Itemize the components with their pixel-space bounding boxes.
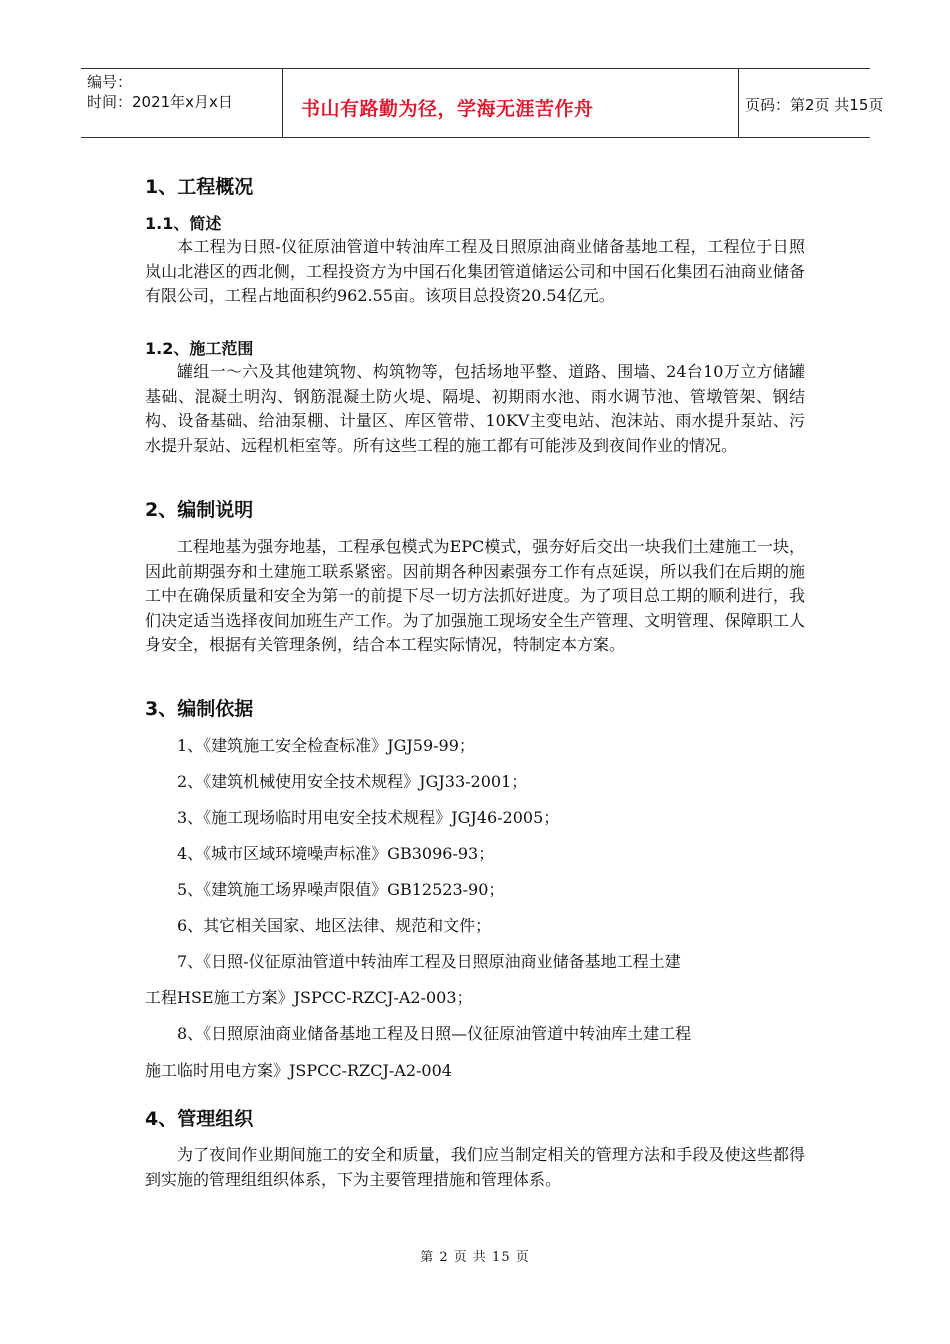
- reference-item-continued: 工程HSE施工方案》JSPCC-RZCJ-A2-003；: [145, 988, 473, 1007]
- header-motto: 书山有路勤为径，学海无涯苦作舟: [301, 98, 594, 120]
- reference-item: 4、《城市区域环境噪声标准》GB3096-93；: [177, 844, 495, 863]
- reference-item: 2、《建筑机械使用安全技术规程》JGJ33-2001；: [177, 772, 528, 791]
- header-motto-cell: [283, 69, 739, 137]
- reference-item: 5、《建筑施工场界噪声限值》GB12523-90；: [177, 880, 505, 899]
- subsection-1-2-title: 1.2、施工范围: [145, 339, 254, 358]
- reference-item: 7、《日照-仪征原油管道中转油库工程及日照原油商业储备基地工程土建: [177, 952, 681, 971]
- document-date: 时间：2021年x月x日: [87, 93, 233, 111]
- document-number-label: 编号：: [87, 73, 133, 91]
- header-page-cell: [739, 69, 884, 137]
- reference-item: 8、《日照原油商业储备基地工程及日照—仪征原油管道中转油库土建工程: [177, 1024, 692, 1043]
- header-page-info: 页码：第2页 共15页: [745, 96, 884, 114]
- subsection-1-1-text: 本工程为日照-仪征原油管道中转油库工程及日照原油商业储备基地工程，工程位于日照岚山北港区的西北侧，工程投资方为中国石化集团管道储运公司和中国石化集团石油商业储备有限公司，工程占地面积约962.55亩。该项目总投资20.54亿元。: [145, 237, 805, 306]
- section-2-text: 工程地基为强夯地基，工程承包模式为EPC模式，强夯好后交出一块我们土建施工一块，因此前期强夯和土建施工联系紧密。因前期各种因素强夯工作有点延误，所以我们在后期的施工中在确保质量和安全为第一的前提下尽一切方法抓好进度。为了项目总工期的顺利进行，我们决定适当选择夜间加班生产工作。为了加强施工现场安全生产管理、文明管理、保障职工人身安全，根据有关管理条例，结合本工程实际情况，特制定本方案。: [145, 537, 805, 655]
- section-3-title: 3、编制依据: [145, 698, 254, 720]
- reference-item: 1、《建筑施工安全检查标准》JGJ59-99；: [177, 736, 475, 755]
- section-1-title: 1、工程概况: [145, 176, 254, 198]
- reference-item: 6、其它相关国家、地区法律、规范和文件；: [177, 916, 492, 935]
- section-2-title: 2、编制说明: [145, 499, 254, 521]
- reference-item-continued: 施工临时用电方案》JSPCC-RZCJ-A2-004: [145, 1061, 452, 1080]
- page-footer: 第 2 页 共 15 页: [420, 1250, 530, 1265]
- page-header: [81, 68, 884, 138]
- reference-item: 3、《施工现场临时用电安全技术规程》JGJ46-2005；: [177, 808, 560, 827]
- section-4-text: 为了夜间作业期间施工的安全和质量，我们应当制定相关的管理方法和手段及使这些都得到实施的管理组组织体系，下为主要管理措施和管理体系。: [145, 1145, 805, 1189]
- subsection-1-1-title: 1.1、简述: [145, 214, 222, 233]
- section-4-title: 4、管理组织: [145, 1108, 254, 1130]
- header-meta-cell: [81, 69, 283, 137]
- subsection-1-2-text: 罐组一～六及其他建筑物、构筑物等，包括场地平整、道路、围墙、24台10万立方储罐基础、混凝土明沟、钢筋混凝土防火堤、隔堤、初期雨水池、雨水调节池、管墩管架、钢结构、设备基础、给油泵棚、计量区、库区管带、10KV主变电站、泡沫站、雨水提升泵站、污水提升泵站、远程机柜室等。所有这些工程的施工都有可能涉及到夜间作业的情况。: [145, 362, 805, 455]
